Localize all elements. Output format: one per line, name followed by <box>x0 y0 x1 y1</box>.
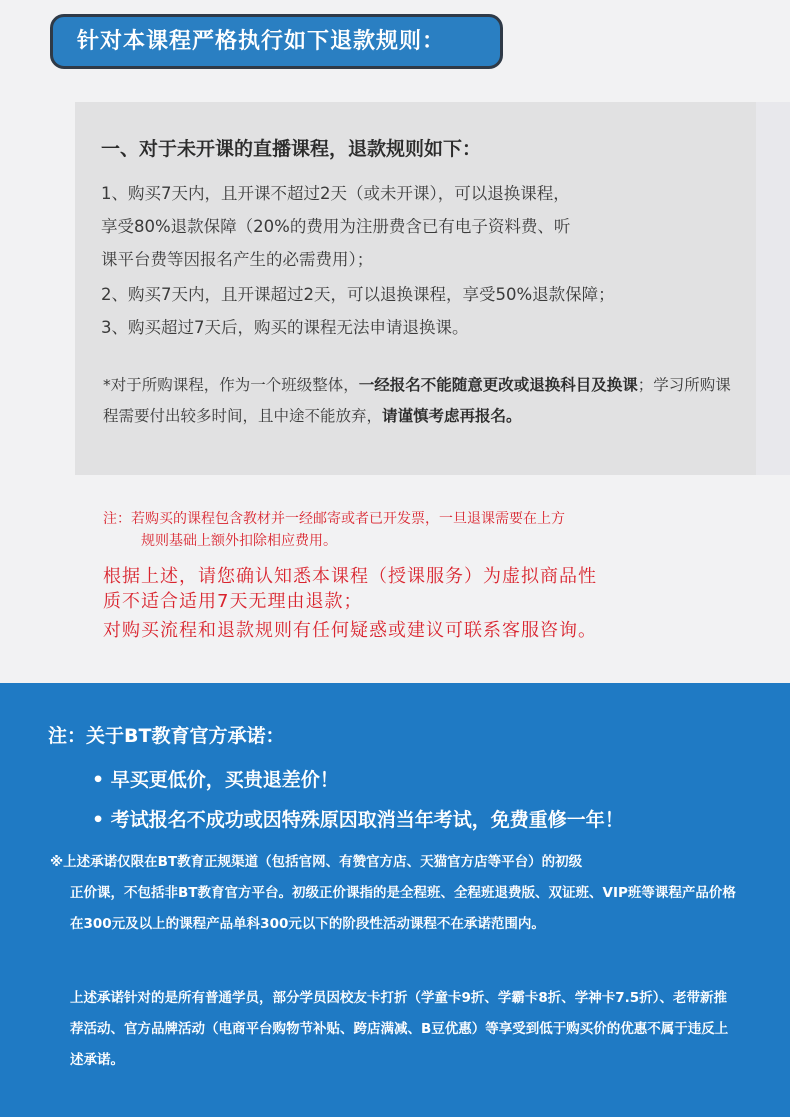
note-text-c: ；学习所购课程需要付出较多时间，且中途不能放弃， <box>103 376 731 425</box>
small-note-line1: 注：若购买的课程包含教材并一经邮寄或者已开发票，一旦退课需要在上方 <box>103 511 565 527</box>
rule-item-3: 3、购买超过7天后，购买的课程无法申请退换课。 <box>101 318 469 337</box>
decorative-strip <box>756 102 790 475</box>
notice-line2: 质不适合适用7天无理由退款； <box>103 591 363 612</box>
rule-item-1-line3: 课平台费等因报名产生的必需费用）； <box>101 250 374 269</box>
page-title: 针对本课程严格执行如下退款规则： <box>50 14 503 69</box>
rules-note <box>103 370 731 432</box>
small-note-line2: 规则基础上额外扣除相应费用。 <box>141 533 337 549</box>
rule-item-1-line2: 享受80%退款保障（20%的费用为注册费含已有电子资料费、听 <box>101 217 571 236</box>
rule-item-2: 2、购买7天内，且开课超过2天，可以退换课程，享受50%退款保障； <box>101 285 615 304</box>
note-text-a: *对于所购课程，作为一个班级整体， <box>103 376 359 394</box>
notice-line1: 根据上述，请您确认知悉本课程（授课服务）为虚拟商品性 <box>103 566 597 587</box>
refund-rules-box <box>75 102 756 475</box>
virtual-goods-notice <box>103 564 743 643</box>
note-text-b: 一经报名不能随意更改或退换科目及换课 <box>358 376 638 394</box>
rules-heading: 一、对于未开课的直播课程，退款规则如下： <box>101 138 482 160</box>
note-text-d: 请谨慎考虑再报名。 <box>382 407 522 425</box>
promise-heading: 注：关于BT教育官方承诺： <box>48 725 285 747</box>
official-promise-section <box>0 683 790 1117</box>
disclaimer-rest: 正价课，不包括非BT教育官方平台。初级正价课指的是全程班、全程班退费版、双证班、VIP班等课程产品价格在300元及以上的课程产品单科300元以下的阶段性活动课程不在承诺范围内。 <box>70 885 736 932</box>
disclaimer-first-line: ※上述承诺仅限在BT教育正规渠道（包括官网、有赞官方店、天猫官方店等平台）的初级 <box>50 854 583 870</box>
notice-line3: 对购买流程和退款规则有任何疑惑或建议可联系客服咨询。 <box>103 620 597 641</box>
promise-paragraph-2: 上述承诺针对的是所有普通学员，部分学员因校友卡打折（学童卡9折、学霸卡8折、学神卡7.5折）、老带新推荐活动、官方品牌活动（电商平台购物节补贴、跨店满减、B豆优惠）等享受到低于购买价的优惠不属于违反上述承诺。 <box>70 990 729 1068</box>
promise-bullet-2: • 考试报名不成功或因特殊原因取消当年考试，免费重修一年！ <box>92 809 624 831</box>
promise-disclaimer <box>50 847 740 940</box>
rule-item-1-line1: 1、购买7天内，且开课不超过2天（或未开课），可以退换课程， <box>101 184 570 203</box>
promise-bullet-1: • 早买更低价，买贵退差价！ <box>92 769 339 791</box>
textbook-fee-note <box>103 508 723 552</box>
